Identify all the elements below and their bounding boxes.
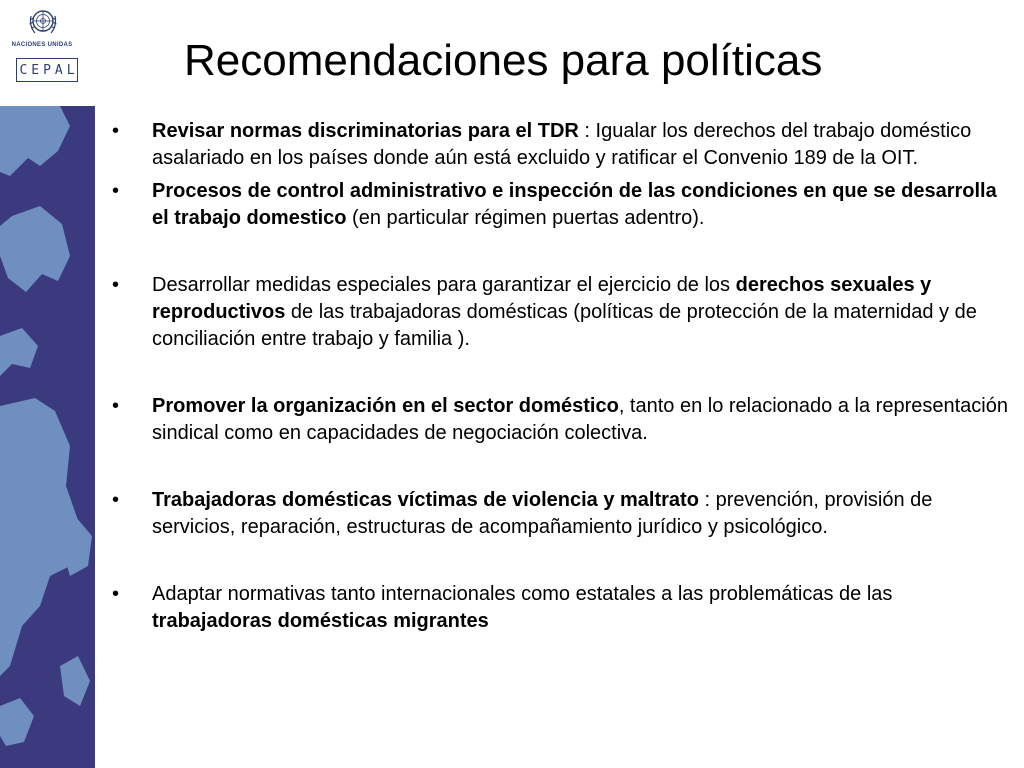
cepal-logo: CEPAL [16, 58, 78, 82]
bullet-bold-text: Revisar normas discriminatorias para el TDR [152, 120, 579, 142]
bullet-text: : Igualar los derechos del trabajo doméstico asalariado en los países donde aún está excluido y ratificar el Convenio 189 de la OIT. [152, 120, 972, 169]
list-item [112, 272, 1012, 353]
bullet-icon: • [112, 395, 120, 417]
bullet-text: Adaptar normativas tanto internacionales como estatales a las problemáticas de las [152, 583, 893, 605]
list-item [112, 393, 1012, 447]
bullet-icon: • [112, 120, 120, 142]
list-item [112, 487, 1012, 541]
list-item [112, 178, 1012, 232]
list-item [112, 581, 1012, 635]
bullet-icon: • [112, 180, 120, 202]
sidebar [0, 0, 95, 768]
bullet-bold-text: derechos sexuales y reproductivos [152, 274, 932, 323]
bullet-text: , tanto en lo relacionado a la representación sindical como en capacidades de negociación colectiva. [152, 395, 1008, 444]
bullet-bold-text: Trabajadoras domésticas víctimas de violencia y maltrato [152, 489, 699, 511]
un-emblem-icon [27, 6, 59, 38]
recommendations-list [112, 118, 1012, 635]
bullet-bold-text: Procesos de control administrativo e inspección de las condiciones en que se desarrolla el trabajo domestico [152, 180, 997, 229]
bullet-icon: • [112, 274, 120, 296]
page-title: Recomendaciones para políticas [184, 36, 823, 85]
bullet-bold-text: Promover la organización en el sector doméstico [152, 395, 619, 417]
bullet-text: (en particular régimen puertas adentro). [346, 207, 705, 229]
bullet-icon: • [112, 489, 120, 511]
world-map-decoration [0, 106, 95, 768]
logo-area [0, 0, 95, 106]
bullet-icon: • [112, 583, 120, 605]
org-name: NACIONES UNIDAS [11, 42, 73, 48]
bullet-text: Desarrollar medidas especiales para garantizar el ejercicio de los [152, 274, 736, 296]
bullet-text: : prevención, provisión de servicios, reparación, estructuras de acompañamiento jurídico y psicológico. [152, 489, 933, 538]
list-item [112, 118, 1012, 172]
bullet-text: de las trabajadoras domésticas (políticas de protección de la maternidad y de conciliación entre trabajo y familia ). [152, 301, 977, 350]
bullet-bold-text: trabajadoras domésticas migrantes [152, 610, 489, 632]
